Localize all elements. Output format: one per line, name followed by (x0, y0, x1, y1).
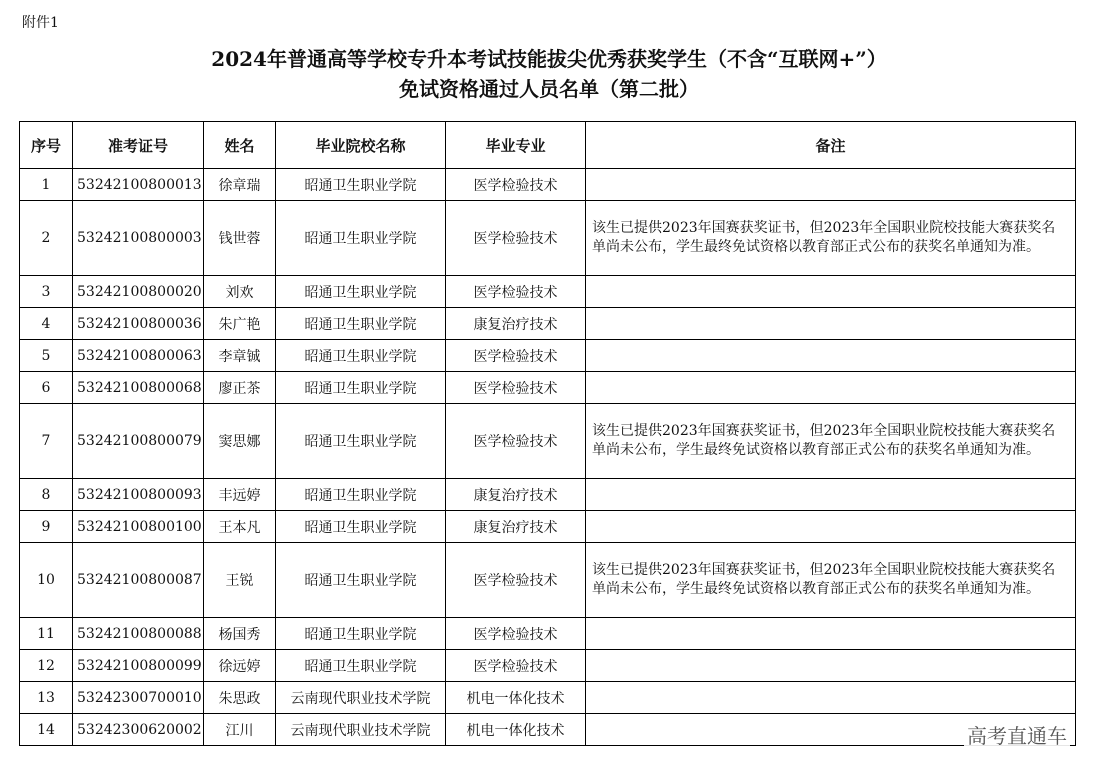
cell-name: 窦思娜 (204, 404, 276, 479)
cell-serial: 1 (20, 169, 73, 201)
table-row (20, 479, 1076, 511)
cell-serial: 3 (20, 276, 73, 308)
cell-name: 徐远婷 (204, 650, 276, 682)
cell-note (586, 169, 1076, 201)
cell-exam-id: 53242100800068 (73, 372, 204, 404)
cell-major: 医学检验技术 (446, 543, 586, 618)
cell-name: 廖正茶 (204, 372, 276, 404)
cell-serial: 4 (20, 308, 73, 340)
cell-major: 医学检验技术 (446, 276, 586, 308)
table-row (20, 276, 1076, 308)
cell-exam-id: 53242100800036 (73, 308, 204, 340)
cell-note (586, 372, 1076, 404)
cell-exam-id: 53242300620002 (73, 714, 204, 746)
cell-school: 昭通卫生职业学院 (276, 201, 446, 276)
attachment-label: 附件1 (22, 15, 59, 31)
cell-name: 徐章瑞 (204, 169, 276, 201)
table-row (20, 714, 1076, 746)
cell-major: 医学检验技术 (446, 372, 586, 404)
header-school: 毕业院校名称 (276, 122, 446, 169)
header-serial: 序号 (20, 122, 73, 169)
cell-name: 钱世蓉 (204, 201, 276, 276)
cell-exam-id: 53242100800093 (73, 479, 204, 511)
cell-school: 昭通卫生职业学院 (276, 276, 446, 308)
cell-major: 康复治疗技术 (446, 308, 586, 340)
cell-school: 昭通卫生职业学院 (276, 372, 446, 404)
cell-note (586, 308, 1076, 340)
cell-school: 云南现代职业技术学院 (276, 682, 446, 714)
header-exam-id: 准考证号 (73, 122, 204, 169)
table-row (20, 543, 1076, 618)
cell-exam-id: 53242100800003 (73, 201, 204, 276)
table-row (20, 201, 1076, 276)
cell-school: 昭通卫生职业学院 (276, 308, 446, 340)
cell-school: 昭通卫生职业学院 (276, 511, 446, 543)
cell-serial: 11 (20, 618, 73, 650)
cell-major: 康复治疗技术 (446, 479, 586, 511)
cell-school: 昭通卫生职业学院 (276, 543, 446, 618)
header-note: 备注 (586, 122, 1076, 169)
cell-school: 昭通卫生职业学院 (276, 650, 446, 682)
cell-name: 江川 (204, 714, 276, 746)
cell-serial: 7 (20, 404, 73, 479)
cell-exam-id: 53242100800100 (73, 511, 204, 543)
header-major: 毕业专业 (446, 122, 586, 169)
watermark-label: 高考直通车 (964, 720, 1070, 749)
cell-exam-id: 53242100800020 (73, 276, 204, 308)
cell-note (586, 276, 1076, 308)
cell-exam-id: 53242100800087 (73, 543, 204, 618)
table-row (20, 404, 1076, 479)
title-line-1: 2024年普通高等学校专升本考试技能拔尖优秀获奖学生（不含“互联网+”） (211, 47, 887, 71)
cell-major: 机电一体化技术 (446, 682, 586, 714)
cell-exam-id: 53242100800088 (73, 618, 204, 650)
cell-exam-id: 53242100800013 (73, 169, 204, 201)
cell-serial: 10 (20, 543, 73, 618)
cell-serial: 8 (20, 479, 73, 511)
cell-exam-id: 53242300700010 (73, 682, 204, 714)
cell-school: 昭通卫生职业学院 (276, 618, 446, 650)
table-row (20, 308, 1076, 340)
cell-note (586, 511, 1076, 543)
cell-exam-id: 53242100800079 (73, 404, 204, 479)
table-row (20, 169, 1076, 201)
cell-major: 医学检验技术 (446, 650, 586, 682)
cell-serial: 9 (20, 511, 73, 543)
student-table (19, 121, 1076, 746)
cell-school: 昭通卫生职业学院 (276, 169, 446, 201)
table-row (20, 372, 1076, 404)
cell-name: 丰远婷 (204, 479, 276, 511)
cell-serial: 6 (20, 372, 73, 404)
header-name: 姓名 (204, 122, 276, 169)
cell-note: 该生已提供2023年国赛获奖证书，但2023年全国职业院校技能大赛获奖名单尚未公布，学生最终免试资格以教育部正式公布的获奖名单通知为准。 (586, 404, 1076, 479)
cell-name: 李章铖 (204, 340, 276, 372)
cell-serial: 5 (20, 340, 73, 372)
cell-name: 杨国秀 (204, 618, 276, 650)
cell-name: 朱思政 (204, 682, 276, 714)
cell-serial: 12 (20, 650, 73, 682)
cell-exam-id: 53242100800099 (73, 650, 204, 682)
cell-major: 康复治疗技术 (446, 511, 586, 543)
cell-note (586, 479, 1076, 511)
table-row (20, 511, 1076, 543)
cell-name: 王本凡 (204, 511, 276, 543)
table-row (20, 682, 1076, 714)
cell-serial: 13 (20, 682, 73, 714)
title-line-2: 免试资格通过人员名单（第二批） (399, 77, 699, 101)
cell-name: 刘欢 (204, 276, 276, 308)
cell-school: 昭通卫生职业学院 (276, 479, 446, 511)
cell-exam-id: 53242100800063 (73, 340, 204, 372)
cell-serial: 2 (20, 201, 73, 276)
table-row (20, 340, 1076, 372)
cell-note: 该生已提供2023年国赛获奖证书，但2023年全国职业院校技能大赛获奖名单尚未公布，学生最终免试资格以教育部正式公布的获奖名单通知为准。 (586, 543, 1076, 618)
cell-name: 王锐 (204, 543, 276, 618)
cell-school: 昭通卫生职业学院 (276, 340, 446, 372)
cell-major: 机电一体化技术 (446, 714, 586, 746)
cell-note (586, 650, 1076, 682)
cell-major: 医学检验技术 (446, 340, 586, 372)
cell-major: 医学检验技术 (446, 169, 586, 201)
cell-school: 昭通卫生职业学院 (276, 404, 446, 479)
page-title (0, 44, 1098, 104)
table-header-row (20, 122, 1076, 169)
cell-serial: 14 (20, 714, 73, 746)
table-row (20, 650, 1076, 682)
cell-school: 云南现代职业技术学院 (276, 714, 446, 746)
cell-major: 医学检验技术 (446, 201, 586, 276)
cell-note: 该生已提供2023年国赛获奖证书，但2023年全国职业院校技能大赛获奖名单尚未公布，学生最终免试资格以教育部正式公布的获奖名单通知为准。 (586, 201, 1076, 276)
cell-note (586, 682, 1076, 714)
cell-note (586, 340, 1076, 372)
cell-major: 医学检验技术 (446, 618, 586, 650)
cell-major: 医学检验技术 (446, 404, 586, 479)
cell-note (586, 618, 1076, 650)
cell-name: 朱广艳 (204, 308, 276, 340)
table-row (20, 618, 1076, 650)
